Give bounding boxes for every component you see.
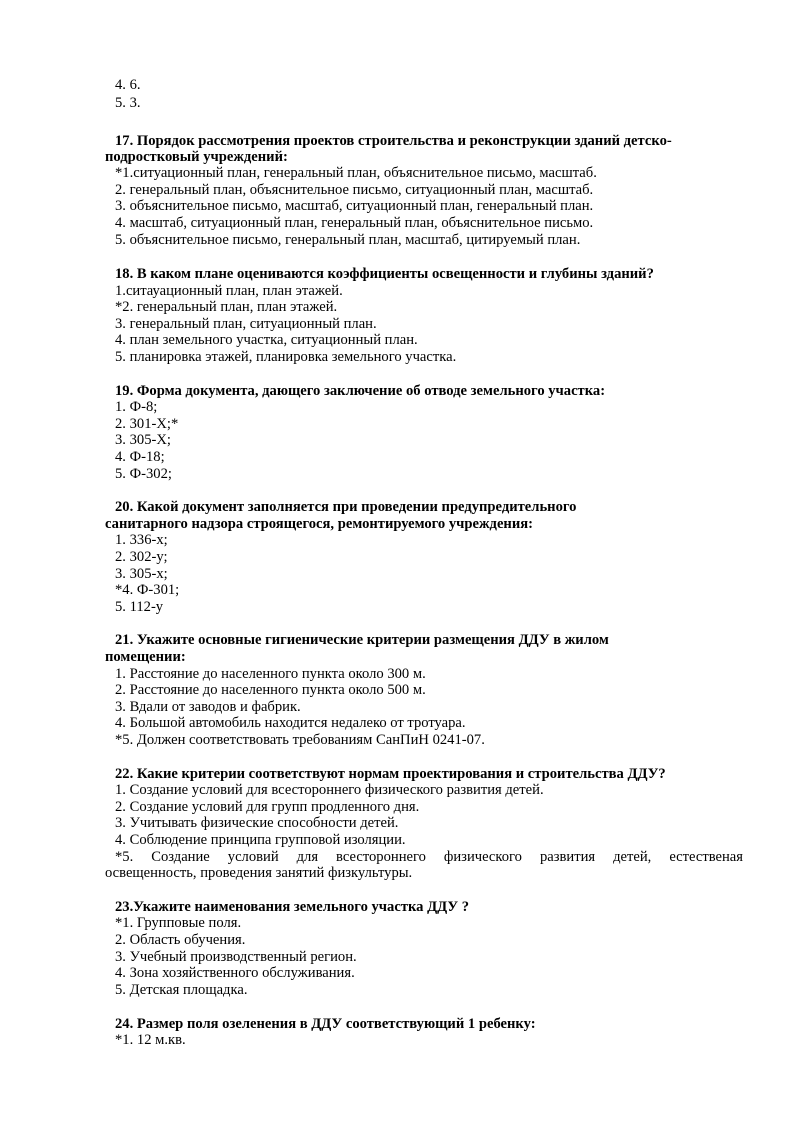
answer-option: 1. Ф-8;	[115, 399, 158, 415]
answer-option: 1. 336-х;	[115, 532, 168, 548]
answer-option: 5. Детская площадка.	[115, 982, 248, 998]
question-title: 22. Какие критерии соответствуют нормам проектирования и строительства ДДУ?	[115, 766, 666, 782]
answer-option: *1. Групповые поля.	[115, 915, 242, 931]
answer-option: 2. 302-у;	[115, 549, 168, 565]
answer-option: 3. объяснительное письмо, масштаб, ситуационный план, генеральный план.	[115, 198, 594, 214]
question-title: подростковый учреждений:	[105, 149, 288, 165]
question-title: 24. Размер поля озеленения в ДДУ соответствующий 1 ребенку:	[115, 1016, 536, 1032]
question-title: 23.Укажите наименования земельного участка ДДУ ?	[115, 899, 470, 915]
answer-option: 4. Зона хозяйственного обслуживания.	[115, 965, 355, 981]
answer-option: 4. масштаб, ситуационный план, генеральный план, объяснительное письмо.	[115, 215, 594, 231]
question-title: санитарного надзора строящегося, ремонтируемого учреждения:	[105, 516, 533, 532]
answer-option: 4. Большой автомобиль находится недалеко от тротуара.	[115, 715, 466, 731]
question-title: 18. В каком плане оцениваются коэффициенты освещенности и глубины зданий?	[115, 266, 654, 282]
answer-option: 2. 301-Х;*	[115, 416, 179, 432]
answer-option: 4. план земельного участка, ситуационный план.	[115, 332, 418, 348]
answer-option: *4. Ф-301;	[115, 582, 180, 598]
question-title: помещении:	[105, 649, 186, 665]
answer-option: 5. Ф-302;	[115, 466, 172, 482]
answer-line: 4. 6.	[115, 77, 141, 93]
answer-option: 3. 305-Х;	[115, 432, 171, 448]
question-title: 17. Порядок рассмотрения проектов строительства и реконструкции зданий детско-	[115, 133, 672, 149]
answer-option: 1. Создание условий для всестороннего физического развития детей.	[115, 782, 544, 798]
answer-option: 2. Создание условий для групп продленного дня.	[115, 799, 420, 815]
answer-option: 2. генеральный план, объяснительное письмо, ситуационный план, масштаб.	[115, 182, 594, 198]
question-title: 19. Форма документа, дающего заключение об отводе земельного участка:	[115, 383, 606, 399]
answer-option: 2. Область обучения.	[115, 932, 246, 948]
answer-option: *5. Должен соответствовать требованиям СанПиН 0241-07.	[115, 732, 485, 748]
answer-option: 1. Расстояние до населенного пункта около 300 м.	[115, 666, 426, 682]
answer-option: 5. объяснительное письмо, генеральный план, масштаб, цитируемый план.	[115, 232, 581, 248]
answer-option: *5. Создание условий для всестороннего физического развития детей, естественая	[115, 849, 743, 865]
answer-option: *1.ситуационный план, генеральный план, объяснительное письмо, масштаб.	[115, 165, 597, 181]
answer-option: 3. Учитывать физические способности детей.	[115, 815, 399, 831]
answer-option: 3. Учебный производственный регион.	[115, 949, 357, 965]
question-title: 20. Какой документ заполняется при проведении предупредительного	[115, 499, 577, 515]
answer-option: 3. генеральный план, ситуационный план.	[115, 316, 377, 332]
answer-option: 3. 305-х;	[115, 566, 168, 582]
answer-option-continuation: освещенность, проведения занятий физкультуры.	[105, 865, 413, 881]
answer-line: 5. 3.	[115, 95, 141, 111]
answer-option: 5. планировка этажей, планировка земельного участка.	[115, 349, 457, 365]
answer-option: 1.ситауационный план, план этажей.	[115, 283, 343, 299]
answer-option: *1. 12 м.кв.	[115, 1032, 186, 1048]
answer-option: 4. Соблюдение принципа групповой изоляции.	[115, 832, 406, 848]
question-title: 21. Укажите основные гигиенические критерии размещения ДДУ в жилом	[115, 632, 609, 648]
answer-option: 3. Вдали от заводов и фабрик.	[115, 699, 301, 715]
answer-option: *2. генеральный план, план этажей.	[115, 299, 338, 315]
answer-option: 2. Расстояние до населенного пункта около 500 м.	[115, 682, 426, 698]
answer-option: 5. 112-у	[115, 599, 164, 615]
answer-option: 4. Ф-18;	[115, 449, 165, 465]
